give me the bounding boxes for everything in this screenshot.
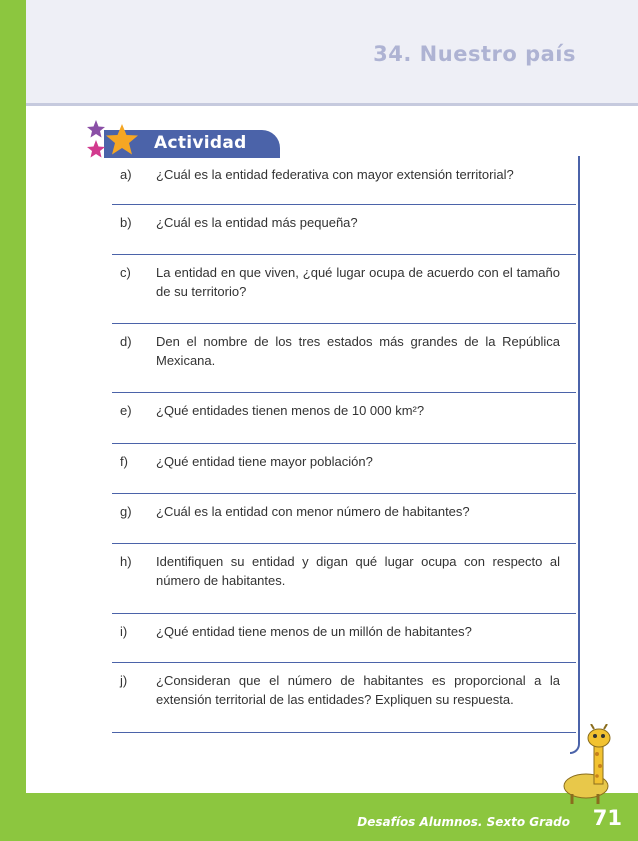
list-item	[112, 255, 576, 324]
list-item	[112, 157, 576, 205]
item-letter: g)	[120, 504, 132, 519]
list-item	[112, 205, 576, 255]
item-letter: i)	[120, 624, 128, 639]
list-item	[112, 444, 576, 494]
item-text: ¿Cuál es la entidad con menor número de habitantes?	[156, 504, 470, 519]
list-item	[112, 494, 576, 544]
item-text: ¿Qué entidades tienen menos de 10 000 km²?	[156, 403, 425, 418]
star-icon	[106, 124, 138, 155]
item-text: Identifiquen su entidad y digan qué lugar ocupa con respecto al número de habitantes.	[156, 554, 560, 588]
item-text: ¿Consideran que el número de habitantes es proporcional a la extensión territorial de las entidades? Expliquen su respuesta.	[156, 673, 560, 707]
question-list	[112, 157, 576, 733]
list-item	[112, 614, 576, 663]
star-icon	[87, 120, 105, 138]
star-icon	[87, 140, 105, 158]
item-text: La entidad en que viven, ¿qué lugar ocupa de acuerdo con el tamaño de su territorio?	[156, 265, 560, 299]
item-text: ¿Cuál es la entidad federativa con mayor extensión territorial?	[156, 167, 514, 182]
item-letter: d)	[120, 334, 132, 349]
item-text: Den el nombre de los tres estados más grandes de la República Mexicana.	[156, 334, 560, 368]
left-green-margin	[0, 0, 26, 841]
list-item	[112, 393, 576, 444]
item-letter: h)	[120, 554, 132, 569]
footer-text: Desafíos Alumnos. Sexto Grado	[357, 815, 570, 829]
page-title: 34. Nuestro país	[373, 42, 576, 66]
item-letter: f)	[120, 454, 128, 469]
item-text: ¿Qué entidad tiene menos de un millón de habitantes?	[156, 624, 472, 639]
item-text: ¿Cuál es la entidad más pequeña?	[156, 215, 358, 230]
list-item	[112, 324, 576, 393]
item-letter: j)	[120, 673, 128, 688]
activity-label: Actividad	[154, 133, 247, 153]
item-text: ¿Qué entidad tiene mayor población?	[156, 454, 373, 469]
item-letter: c)	[120, 265, 131, 280]
item-letter: a)	[120, 167, 132, 182]
list-item	[112, 663, 576, 733]
giraffe-icon	[556, 724, 630, 808]
item-letter: e)	[120, 403, 132, 418]
page-number: 71	[592, 806, 622, 830]
list-item	[112, 544, 576, 614]
item-letter: b)	[120, 215, 132, 230]
